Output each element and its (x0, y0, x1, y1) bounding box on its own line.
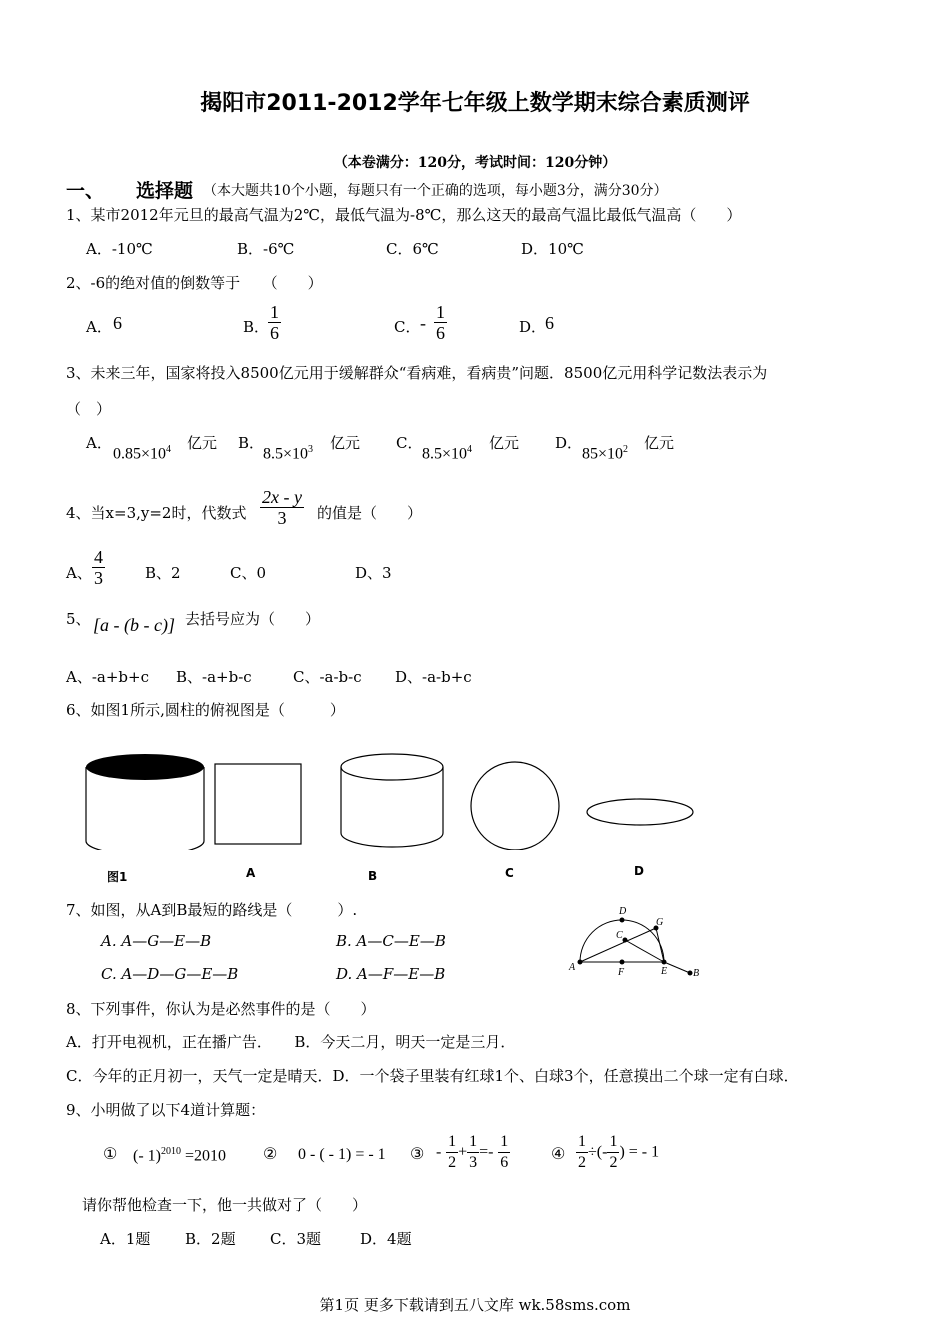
q4-expression-fraction (260, 487, 304, 528)
q8-text: 8、下列事件，你认为是必然事件的是（ ） (66, 1000, 376, 1018)
q4-option-a-label: A、 (66, 564, 92, 582)
q5-text: 去括号应为（ ） (185, 610, 321, 628)
q4-option-a-fraction (92, 547, 105, 588)
q9-item4-f1-num: 1 (576, 1132, 588, 1153)
q8-options-line2: C．今年的正月初一，天气一定是晴天．D．一个袋子里装有红球1个、白球3个，任意摸出二个球一定有白球． (66, 1067, 799, 1085)
q3-text: 3、未来三年，国家将投入8500亿元用于缓解群众“看病难，看病贵”问题．8500亿元用科学记数法表示为 (66, 364, 768, 382)
q7-option-a: A. A—G—E—B (101, 932, 212, 950)
q9-item3-f3-den: 6 (500, 1154, 509, 1171)
q3-option-b-label: B． (238, 434, 265, 452)
point-f: F (618, 967, 625, 978)
q2-option-c-sign: - (420, 313, 426, 333)
q9-text: 9、小明做了以下4道计算题： (66, 1101, 266, 1119)
q3-option-a-unit: 亿元 (187, 434, 218, 452)
page-footer: 第1页 更多下载请到五八文库 wk.58sms.com (319, 1296, 631, 1314)
q3-option-b-value (263, 444, 313, 463)
q9-item1-rest: =2010 (180, 1147, 227, 1165)
q5-expression: [a - (b - c)] (93, 615, 175, 635)
q2-option-a-value: 6 (113, 313, 122, 333)
q2-text: 2、-6的绝对值的倒数等于 （ ） (66, 274, 323, 292)
q9-item4-f2-num: 1 (607, 1132, 619, 1153)
page-title: 揭阳市2011-2012学年七年级上数学期末综合素质测评 (200, 91, 750, 116)
section-number: 一、 (66, 180, 105, 202)
q7-option-b: B. A—C—E—B (336, 932, 446, 950)
q3-option-b-unit: 亿元 (330, 434, 361, 452)
q9-item1-base: (- 1) (133, 1147, 161, 1165)
q4-a-denominator: 3 (94, 568, 103, 588)
q9-item3-f3-num: 1 (498, 1132, 510, 1153)
q2-option-b-fraction (268, 302, 281, 343)
q9-item3-minus1: - (436, 1143, 442, 1161)
q9-item1-exponent: 2010 (160, 1146, 181, 1157)
q7-option-d: D. A—F—E—B (336, 965, 446, 983)
q9-item2: 0 - ( - 1) = - 1 (298, 1146, 386, 1163)
q9-item2-marker: ② (263, 1144, 278, 1163)
point-b: B (693, 968, 700, 979)
q9-item3-equals: =- (479, 1143, 494, 1161)
option-b-label: B (368, 869, 378, 883)
q4-option-d: D、3 (355, 564, 392, 582)
q5-option-a: A、-a+b+c (66, 668, 149, 686)
q7-option-c: C. A—D—G—E—B (101, 965, 239, 983)
point-g: G (656, 917, 664, 928)
q9-check-text: 请你帮他检查一下，他一共做对了（ ） (82, 1196, 368, 1214)
q4-denominator: 3 (277, 508, 287, 528)
q9-item3 (436, 1132, 510, 1173)
q9-item4-marker: ④ (551, 1144, 566, 1163)
q9-item3-marker: ③ (410, 1144, 425, 1163)
option-d-ellipse (587, 799, 693, 825)
q9-item3-f2-den: 3 (469, 1154, 478, 1171)
option-c-label: C (505, 866, 514, 880)
q1-option-d: D．10℃ (521, 240, 584, 258)
q4-option-b: B、2 (145, 564, 181, 582)
q6-figures (80, 745, 720, 850)
q2-b-numerator: 1 (270, 302, 279, 322)
q2-c-numerator: 1 (436, 302, 445, 322)
q4-a-numerator: 4 (94, 547, 103, 567)
q3-option-d-label: D． (555, 434, 583, 452)
q3-a-base: 0.85×10 (113, 445, 167, 463)
option-a-square (215, 764, 301, 844)
q3-option-c-unit: 亿元 (489, 434, 520, 452)
q9-item4-result: ) = - 1 (619, 1143, 660, 1161)
q3-option-a-label: A． (86, 434, 112, 452)
q3-option-d-unit: 亿元 (644, 434, 675, 452)
q2-option-d-value: 6 (545, 313, 554, 333)
q2-option-a-label: A． (86, 318, 112, 336)
section-description: （本大题共10个小题，每题只有一个正确的选项，每小题3分，满分30分） (203, 183, 668, 199)
q9-item4-f2-den: 2 (609, 1154, 618, 1171)
q3-option-d-value (582, 444, 628, 463)
q1-text: 1、某市2012年元旦的最高气温为2℃，最低气温为-8℃，那么这天的最高气温比最低气温高（ ） (66, 206, 742, 224)
q1-option-a: A．-10℃ (86, 240, 153, 258)
q9-item3-f2-num: 1 (467, 1132, 479, 1153)
q3-d-base: 85×10 (582, 445, 624, 463)
option-a-label: A (246, 866, 256, 880)
q4-text-pre: 4、当x=3,y=2时，代数式 (66, 504, 247, 522)
q3-c-exponent: 4 (467, 444, 473, 455)
q4-text-post: 的值是（ ） (317, 504, 423, 522)
q9-option-b: B．2题 (185, 1230, 236, 1248)
q3-a-exponent: 4 (166, 444, 172, 455)
q2-b-denominator: 6 (270, 323, 279, 343)
q9-option-a: A．1题 (100, 1230, 151, 1248)
q2-option-b-label: B． (243, 318, 270, 336)
q5-option-c: C、-a-b-c (293, 668, 362, 686)
q9-option-d: D．4题 (360, 1230, 412, 1248)
q3-option-c-value (422, 444, 472, 463)
point-a: A (569, 962, 576, 973)
q3-b-base: 8.5×10 (263, 445, 309, 463)
q2-option-c-label: C． (394, 318, 421, 336)
q9-option-c: C．3题 (270, 1230, 322, 1248)
q9-item4-f1-den: 2 (578, 1154, 586, 1171)
figure1-label: 图1 (107, 870, 128, 884)
exam-info: （本卷满分：120分，考试时间：120分钟） (333, 155, 617, 171)
q5-option-d: D、-a-b+c (395, 668, 472, 686)
section-name: 选择题 (136, 180, 194, 202)
q3-d-exponent: 2 (623, 444, 629, 455)
q4-option-c: C、0 (230, 564, 267, 582)
q9-item4-divide: ÷(- (588, 1143, 608, 1161)
q3-option-c-label: C． (396, 434, 423, 452)
option-b-cylinder-outline (341, 754, 443, 847)
q3-b-exponent: 3 (308, 444, 314, 455)
option-d-label: D (634, 864, 644, 878)
q6-text: 6、如图1所示,圆柱的俯视图是（ ） (66, 701, 345, 719)
q9-item3-f1-den: 2 (448, 1154, 457, 1171)
q9-item1-marker: ① (103, 1144, 118, 1163)
point-d: D (619, 906, 627, 917)
cylinder-figure (86, 754, 204, 850)
q2-option-c-fraction (434, 302, 447, 343)
point-e: E (661, 966, 668, 977)
q5-option-b: B、-a+b-c (176, 668, 252, 686)
q5-number: 5、 (66, 610, 91, 628)
q8-options-line1: A．打开电视机，正在播广告． B．今天二月，明天一定是三月． (66, 1033, 516, 1051)
q9-item4 (576, 1132, 659, 1173)
q7-text: 7、如图，从A到B最短的路线是（ ）. (66, 901, 358, 919)
option-c-circle (471, 762, 559, 850)
point-c: C (616, 930, 623, 941)
q3-option-a-value (113, 444, 171, 463)
q9-item3-plus: + (458, 1143, 468, 1161)
q2-c-denominator: 6 (436, 323, 445, 343)
q1-option-b: B．-6℃ (237, 240, 295, 258)
q9-item3-f1-num: 1 (446, 1132, 458, 1153)
q4-numerator: 2x - y (262, 487, 302, 507)
q3-bracket: （ ） (66, 400, 112, 418)
q1-option-c: C．6℃ (386, 240, 439, 258)
q7-route-diagram (560, 900, 710, 980)
q9-item1 (133, 1146, 226, 1165)
q2-option-d-label: D． (519, 318, 547, 336)
q3-c-base: 8.5×10 (422, 445, 468, 463)
